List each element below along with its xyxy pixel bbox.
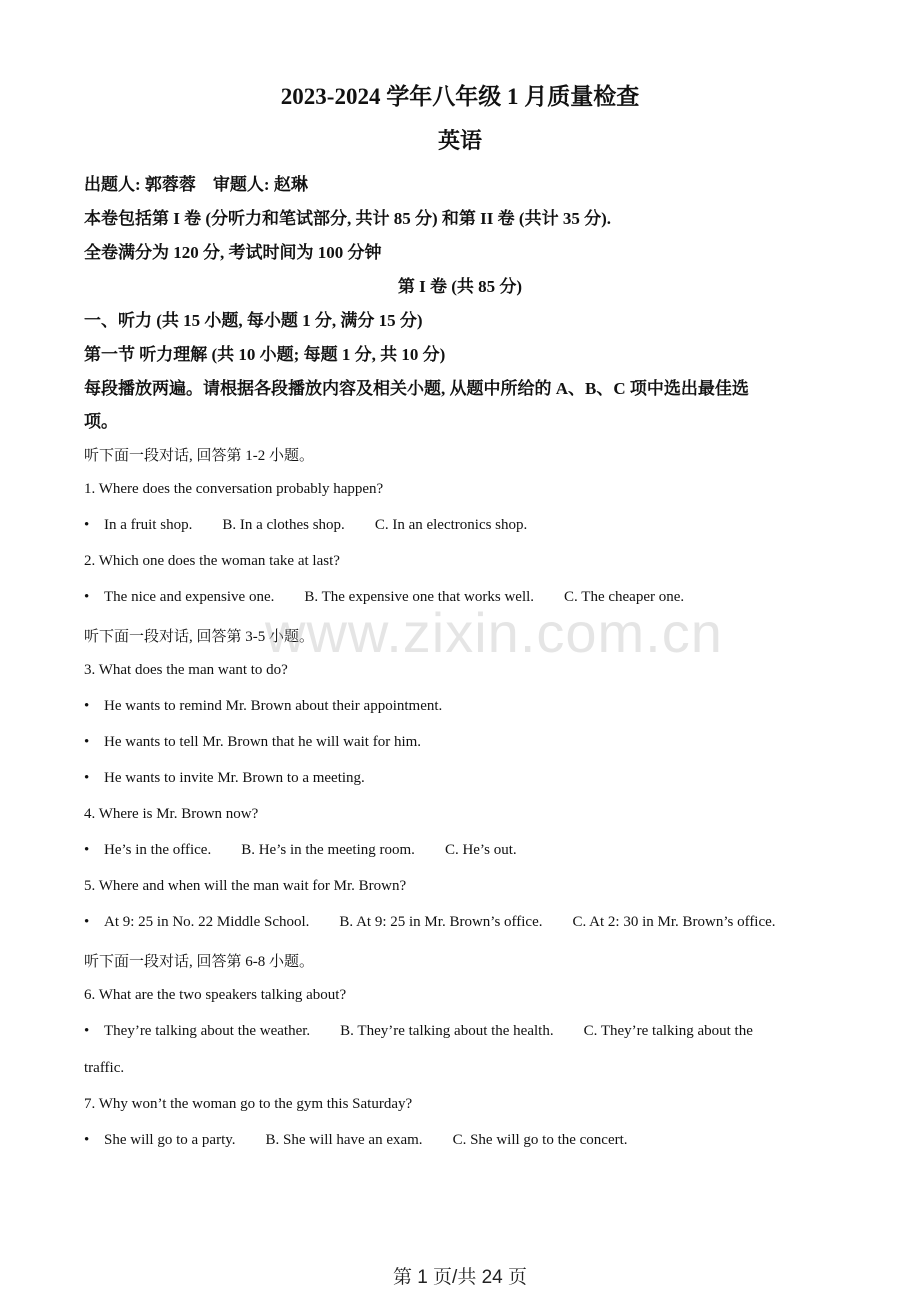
question-3: 3. What does the man want to do?	[84, 662, 288, 678]
dialogue-intro: 听下面一段对话, 回答第 3-5 小题。	[84, 629, 314, 645]
dialogue-intro: 听下面一段对话, 回答第 1-2 小题。	[84, 448, 314, 464]
exam-subject: 英语	[437, 128, 482, 153]
option-b: B. In a clothes shop.	[222, 517, 345, 533]
exam-title: 2023-2024 学年八年级 1 月质量检查	[280, 84, 640, 109]
question-7: 7. Why won’t the woman go to the gym this Saturday?	[84, 1096, 413, 1112]
bullet-icon: •	[84, 517, 90, 533]
question-1: 1. Where does the conversation probably happen?	[84, 481, 384, 497]
instruction-line-2: 项。	[84, 412, 118, 431]
option-b: B. He’s in the meeting room.	[241, 842, 415, 858]
question-1-options	[84, 517, 527, 534]
bullet-icon: •	[84, 1023, 90, 1039]
option-a: At 9: 25 in No. 22 Middle School.	[104, 914, 310, 930]
question-3-option-c	[84, 770, 365, 787]
watermark: www.zixin.com.cn	[265, 601, 723, 664]
question-5-options	[84, 914, 776, 931]
dialogue-intro: 听下面一段对话, 回答第 6-8 小题。	[84, 954, 314, 970]
option-c: He wants to invite Mr. Brown to a meeting.	[104, 770, 365, 786]
option-b: He wants to tell Mr. Brown that he will wait for him.	[104, 734, 422, 750]
exam-score-time: 全卷满分为 120 分, 考试时间为 100 分钟	[84, 243, 382, 262]
section-heading: 一、听力 (共 15 小题, 每小题 1 分, 满分 15 分)	[84, 311, 423, 330]
question-7-options	[84, 1132, 628, 1149]
bullet-icon: •	[84, 589, 90, 605]
instruction-line-1: 每段播放两遍。请根据各段播放内容及相关小题, 从题中所给的 A、B、C 项中选出最佳选	[84, 379, 749, 398]
option-b: B. They’re talking about the health.	[340, 1023, 554, 1039]
question-3-option-b	[84, 734, 421, 751]
exam-authors: 出题人: 郭蓉蓉 审题人: 赵琳	[84, 175, 308, 194]
option-a: They’re talking about the weather.	[104, 1023, 311, 1039]
option-b: B. The expensive one that works well.	[304, 589, 535, 605]
option-c: C. The cheaper one.	[564, 589, 685, 605]
question-2: 2. Which one does the woman take at last?	[84, 553, 340, 569]
question-3-option-a	[84, 698, 442, 715]
exam-scope: 本卷包括第 I 卷 (分听力和笔试部分, 共计 85 分) 和第 II 卷 (共计 35 分).	[84, 209, 611, 228]
option-a: He wants to remind Mr. Brown about their appointment.	[104, 698, 443, 714]
option-c: C. She will go to the concert.	[452, 1132, 628, 1148]
question-5: 5. Where and when will the man wait for Mr. Brown?	[84, 878, 407, 894]
option-a: She will go to a party.	[104, 1132, 236, 1148]
bullet-icon: •	[84, 770, 90, 786]
option-c: C. In an electronics shop.	[374, 517, 528, 533]
subsection-heading: 第一节 听力理解 (共 10 小题; 每题 1 分, 共 10 分)	[84, 345, 446, 364]
option-c: C. At 2: 30 in Mr. Brown’s office.	[572, 914, 776, 930]
option-c: C. They’re talking about the	[583, 1023, 753, 1039]
option-b: B. At 9: 25 in Mr. Brown’s office.	[339, 914, 543, 930]
question-4: 4. Where is Mr. Brown now?	[84, 806, 259, 822]
page-number: 第 1 页/共 24 页	[392, 1267, 528, 1288]
option-a: The nice and expensive one.	[104, 589, 275, 605]
question-4-options	[84, 842, 517, 859]
option-c-continued: traffic.	[84, 1060, 125, 1076]
bullet-icon: •	[84, 842, 90, 858]
part-heading: 第 I 卷 (共 85 分)	[397, 277, 523, 296]
bullet-icon: •	[84, 698, 90, 714]
option-c: C. He’s out.	[444, 842, 517, 858]
question-6-options	[84, 1023, 753, 1040]
question-6: 6. What are the two speakers talking about?	[84, 987, 347, 1003]
option-a: He’s in the office.	[104, 842, 212, 858]
bullet-icon: •	[84, 914, 90, 930]
bullet-icon: •	[84, 1132, 90, 1148]
option-b: B. She will have an exam.	[265, 1132, 423, 1148]
option-a: In a fruit shop.	[104, 517, 193, 533]
bullet-icon: •	[84, 734, 90, 750]
